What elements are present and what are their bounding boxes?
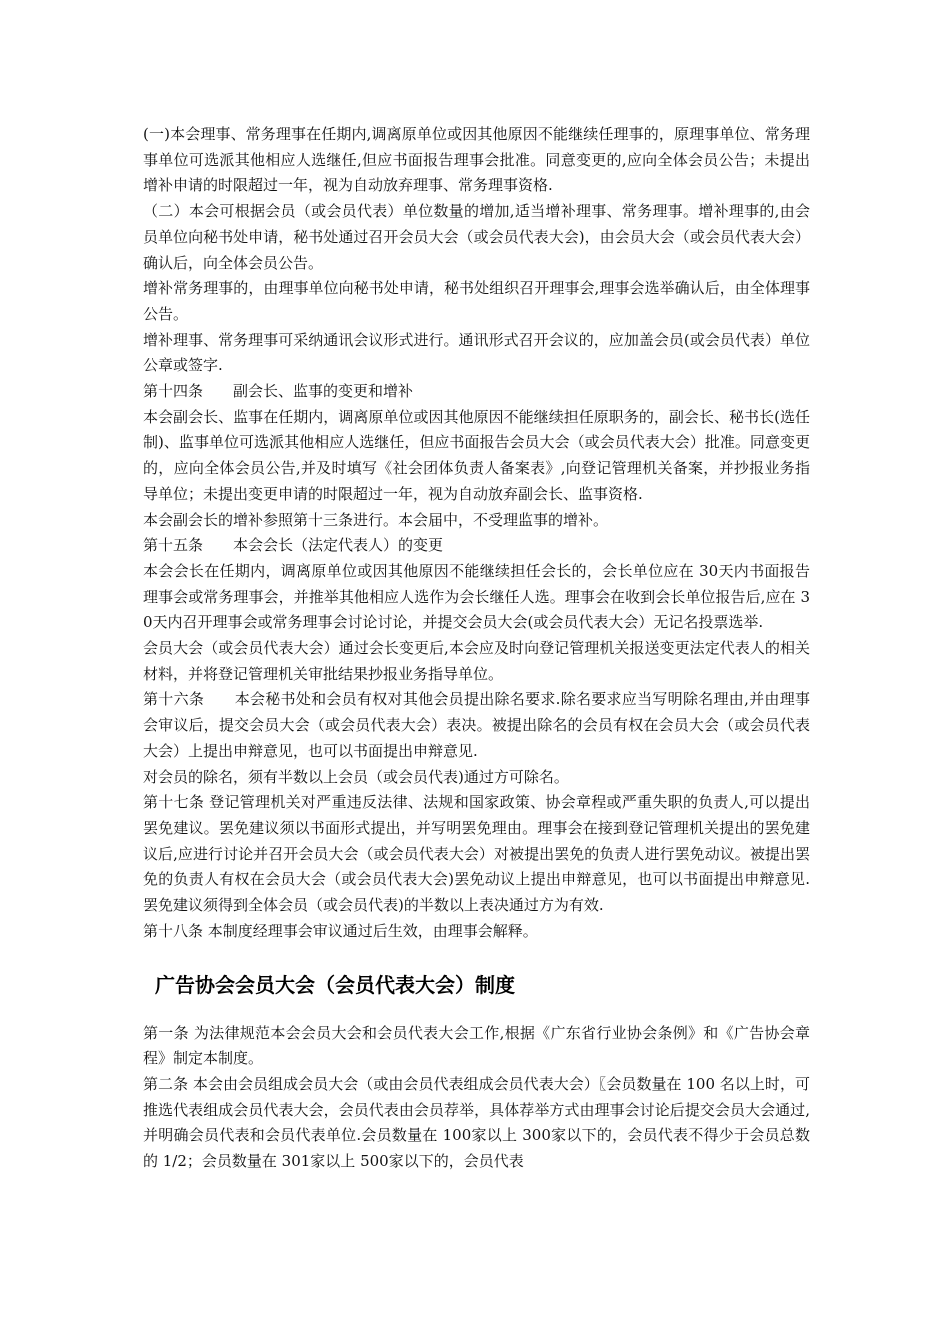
paragraph: 本会副会长的增补参照第十三条进行。本会届中，不受理监事的增补。	[143, 510, 609, 529]
paragraph: 本会会长在任期内，调离原单位或因其他原因不能继续担任会长的，会长单位应在 30天内书面报告理事会或常务理事会，并推举其他相应人选作为会长继任人选。理事会在收到会长单位报告后,应在 30天内召开理事会或常务理事会讨论讨论，并提交会员大会(或会员代表大会）无记名投票选举.	[143, 561, 810, 632]
paragraph: 第十六条 本会秘书处和会员有权对其他会员提出除名要求.除名要求应当写明除名理由,并由理事会审议后，提交会员大会（或会员代表大会）表决。被提出除名的会员有权在会员大会（或会员代表大会）上提出申辩意见，也可以书面提出申辩意见.	[143, 690, 810, 760]
article-heading: 第十四条 副会长、监事的变更和增补	[143, 382, 414, 401]
paragraph: 会员大会（或会员代表大会）通过会长变更后,本会应及时向登记管理机关报送变更法定代表人的相关材料，并将登记管理机关审批结果抄报业务指导单位。	[143, 639, 810, 683]
paragraph: 第二条 本会由会员组成会员大会（或由会员代表组成会员代表大会）〖会员数量在 100 名以上时，可推选代表组成会员代表大会，会员代表由会员荐举，具体荐举方式由理事会讨论后提交会员大会通过,并明确会员代表和会员代表单位.会员数量在 100家以上 300家以下的，会员代表不得少于会员总数的 1/2；会员数量在 301家以上 500家以下的，会员代表	[143, 1074, 810, 1171]
document-page	[143, 122, 810, 1175]
section-title: 广告协会会员大会（会员代表大会）制度	[155, 972, 515, 997]
paragraph: 增补常务理事的，由理事单位向秘书处申请，秘书处组织召开理事会,理事会选举确认后，由全体理事公告。	[143, 279, 810, 323]
paragraph: 第十七条 登记管理机关对严重违反法律、法规和国家政策、协会章程或严重失职的负责人,可以提出罢免建议。罢免建议须以书面形式提出，并写明罢免理由。理事会在接到登记管理机关提出的罢免建议后,应进行讨论并召开会员大会（或会员代表大会）对被提出罢免的负责人进行罢免动议。被提出罢免的负责人有权在会员大会（或会员代表大会)罢免动议上提出申辩意见，也可以书面提出申辩意见.罢免建议须得到全体会员（或会员代表)的半数以上表决通过方为有效.	[143, 793, 810, 915]
paragraph: 对会员的除名，须有半数以上会员（或会员代表)通过方可除名。	[143, 767, 569, 786]
article-heading: 第十五条 本会会长（法定代表人）的变更	[143, 536, 444, 555]
paragraph: (一)本会理事、常务理事在任期内,调离原单位或因其他原因不能继续任理事的，原理事单位、常务理事单位可选派其他相应人选继任,但应书面报告理事会批准。同意变更的,应向全体会员公告；未提出增补申请的时限超过一年，视为自动放弃理事、常务理事资格.	[143, 125, 810, 195]
paragraph: 第一条 为法律规范本会会员大会和会员代表大会工作,根据《广东省行业协会条例》和《广告协会章程》制定本制度。	[143, 1023, 810, 1068]
paragraph: 增补理事、常务理事可采纳通讯会议形式进行。通讯形式召开会议的，应加盖会员(或会员代表）单位公章或签字.	[143, 330, 810, 375]
paragraph: 第十八条 本制度经理事会审议通过后生效，由理事会解释。	[143, 921, 538, 940]
paragraph: （二）本会可根据会员（或会员代表）单位数量的增加,适当增补理事、常务理事。增补理事的,由会员单位向秘书处申请，秘书处通过召开会员大会（或会员代表大会)，由会员大会（或会员代表大会）确认后，向全体会员公告。	[143, 202, 810, 272]
paragraph: 本会副会长、监事在任期内，调离原单位或因其他原因不能继续担任原职务的，副会长、秘书长(选任制)、监事单位可选派其他相应人选继任，但应书面报告会员大会（或会员代表大会）批准。同意变更的，应向全体会员公告,并及时填写《社会团体负责人备案表》,向登记管理机关备案，并抄报业务指导单位；未提出变更申请的时限超过一年，视为自动放弃副会长、监事资格.	[143, 407, 810, 503]
